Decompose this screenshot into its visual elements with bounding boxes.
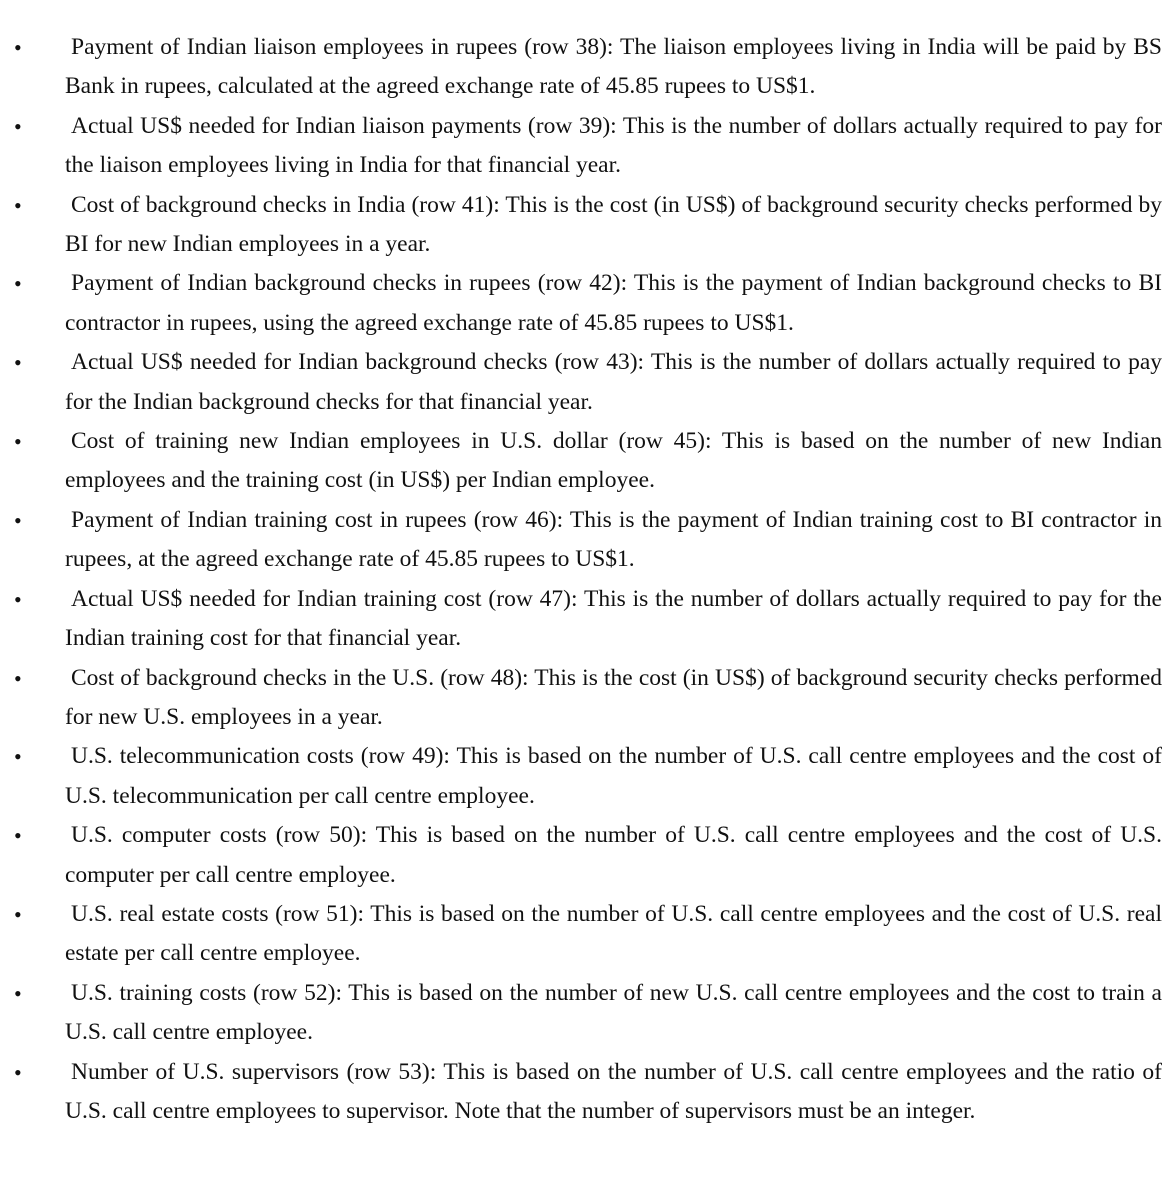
bullet-icon: • — [14, 665, 22, 691]
list-item — [0, 264, 1167, 343]
bullet-list — [0, 28, 1167, 1131]
bullet-icon: • — [14, 35, 22, 60]
bullet-icon: • — [14, 586, 22, 612]
list-item — [0, 343, 1167, 422]
list-item-text: Actual US$ needed for Indian training cost (row 47): This is the number of dollars actually required to pay for the Indian training cost for that financial year. — [65, 585, 1162, 652]
list-item-text: Number of U.S. supervisors (row 53): This is based on the number of U.S. call centre employees and the ratio of U.S. call centre employees to supervisor. Note that the number of supervisors must be an integer. — [65, 1058, 1162, 1124]
list-item — [0, 816, 1167, 895]
list-item — [0, 659, 1167, 738]
list-item — [0, 1053, 1167, 1132]
list-item-text: U.S. computer costs (row 50): This is based on the number of U.S. call centre employees and the cost of U.S. computer per call centre employee. — [65, 822, 1162, 888]
bullet-icon: • — [14, 1059, 22, 1085]
list-item-text: Cost of training new Indian employees in U.S. dollar (row 45): This is based on the number of new Indian employees and the training cost (in US$) per Indian employee. — [65, 428, 1162, 494]
list-item-text: Actual US$ needed for Indian background checks (row 43): This is the number of dollars actually required to pay for the Indian background checks for that financial year. — [65, 349, 1162, 415]
list-item-text: U.S. training costs (row 52): This is based on the number of new U.S. call centre employees and the cost to train a U.S. call centre employee. — [65, 979, 1162, 1046]
bullet-icon: • — [14, 271, 22, 297]
bullet-icon: • — [14, 744, 22, 770]
bullet-icon: • — [14, 823, 22, 849]
list-item — [0, 107, 1167, 186]
list-item-text: Cost of background checks in India (row 41): This is the cost (in US$) of background security checks performed by BI for new Indian employees in a year. — [65, 191, 1162, 258]
list-item — [0, 737, 1167, 816]
list-item-text: Cost of background checks in the U.S. (row 48): This is the cost (in US$) of background security checks performed for new U.S. employees in a year. — [65, 664, 1162, 730]
list-item-text: Payment of Indian liaison employees in rupees (row 38): The liaison employees living in India will be paid by BS Bank in rupees, calculated at the agreed exchange rate of 45.85 rupees to US$1. — [65, 34, 1162, 100]
list-item — [0, 895, 1167, 974]
bullet-icon: • — [14, 507, 22, 533]
list-item-text: U.S. telecommunication costs (row 49): This is based on the number of U.S. call centre employees and the cost of U.S. telecommunication per call centre employee. — [65, 743, 1162, 809]
list-item-text: Actual US$ needed for Indian liaison payments (row 39): This is the number of dollars actually required to pay for the liaison employees living in India for that financial year. — [65, 112, 1162, 179]
list-item-text: U.S. real estate costs (row 51): This is based on the number of U.S. call centre employees and the cost of U.S. real estate per call centre employee. — [65, 900, 1162, 967]
list-item — [0, 974, 1167, 1053]
bullet-icon: • — [14, 429, 22, 455]
list-item — [0, 580, 1167, 659]
bullet-icon: • — [14, 350, 22, 376]
list-item — [0, 28, 1167, 107]
list-item-text: Payment of Indian background checks in rupees (row 42): This is the payment of Indian background checks to BI contractor in rupees, using the agreed exchange rate of 45.85 rupees to US$1. — [65, 270, 1162, 336]
list-item-text: Payment of Indian training cost in rupees (row 46): This is the payment of Indian training cost to BI contractor in rupees, at the agreed exchange rate of 45.85 rupees to US$1. — [65, 506, 1162, 573]
bullet-icon: • — [14, 980, 22, 1006]
list-item — [0, 422, 1167, 501]
bullet-icon: • — [14, 901, 22, 927]
bullet-icon: • — [14, 192, 22, 218]
bullet-icon: • — [14, 113, 22, 139]
list-item — [0, 186, 1167, 265]
list-item — [0, 501, 1167, 580]
